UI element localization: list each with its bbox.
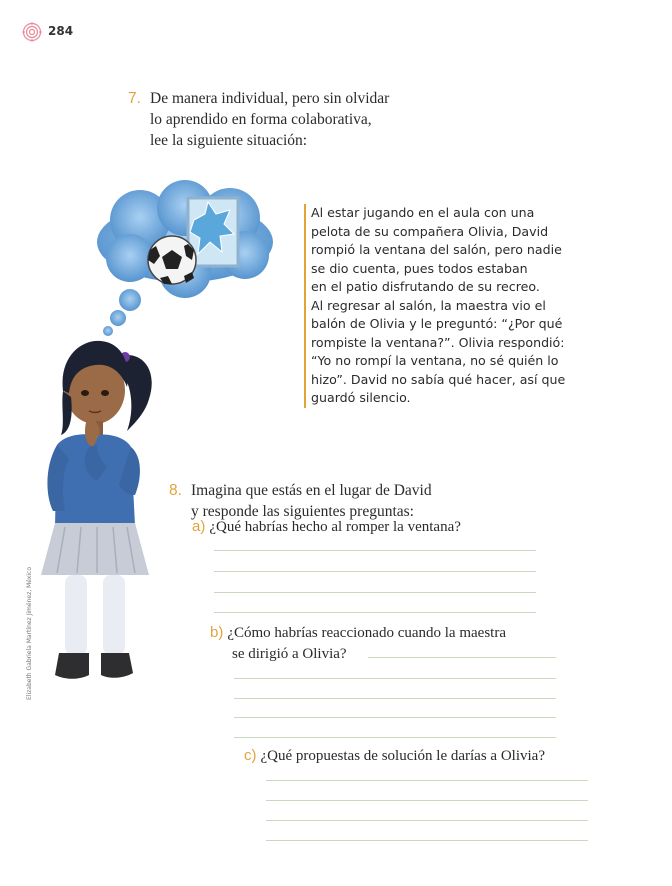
illustration-credit: Elizabeth Gabriela Martínez Jiménez, México bbox=[26, 567, 33, 700]
question-7-line: De manera individual, pero sin olvidar bbox=[150, 90, 390, 107]
answer-line-b[interactable] bbox=[368, 657, 556, 658]
soccer-ball-icon bbox=[148, 236, 196, 284]
subquestion-text: ¿Qué propuestas de solución le darías a Olivia? bbox=[260, 748, 545, 764]
girl-illustration bbox=[35, 335, 165, 690]
story-line: guardó silencio. bbox=[311, 390, 411, 405]
subquestion-c bbox=[244, 745, 644, 767]
answer-line-b[interactable] bbox=[234, 678, 556, 679]
story-text bbox=[304, 204, 601, 408]
answer-line-c[interactable] bbox=[266, 840, 588, 841]
answer-line-a[interactable] bbox=[214, 592, 536, 593]
answer-line-b[interactable] bbox=[234, 717, 556, 718]
answer-line-b[interactable] bbox=[234, 698, 556, 699]
subquestion-text: ¿Cómo habrías reaccionado cuando la maestra bbox=[227, 625, 506, 641]
question-8-line: y responde las siguientes preguntas: bbox=[191, 503, 414, 520]
story-line: hizo”. David no sabía qué hacer, así que bbox=[311, 371, 566, 387]
answer-line-a[interactable] bbox=[214, 571, 536, 572]
story-line: se dio cuenta, pues todos estaban bbox=[311, 260, 528, 276]
story-line: rompió la ventana del salón, pero nadie bbox=[311, 242, 562, 257]
subquestion-b bbox=[210, 622, 610, 665]
subquestion-letter: a) bbox=[192, 518, 206, 535]
question-8-number: 8. bbox=[169, 482, 182, 499]
rosette-icon bbox=[22, 22, 42, 42]
question-7-line: lee la siguiente situación: bbox=[150, 132, 308, 149]
story-line: “Yo no rompí la ventana, no sé quién lo bbox=[311, 353, 559, 368]
question-7-number: 7. bbox=[128, 90, 141, 107]
thought-cloud-illustration bbox=[90, 180, 280, 340]
subquestion-text: ¿Qué habrías hecho al romper la ventana? bbox=[209, 519, 461, 535]
answer-line-c[interactable] bbox=[266, 820, 588, 821]
page-number: 284 bbox=[48, 24, 74, 38]
subquestion-a bbox=[192, 516, 592, 538]
subquestion-letter: c) bbox=[244, 747, 257, 764]
question-7 bbox=[128, 88, 450, 151]
answer-line-b[interactable] bbox=[234, 737, 556, 738]
story-line: en el patio disfrutando de su recreo. bbox=[311, 279, 540, 294]
story-line: Al regresar al salón, la maestra vio el bbox=[311, 297, 546, 313]
question-8-line: Imagina que estás en el lugar de David bbox=[191, 482, 432, 499]
subquestion-letter: b) bbox=[210, 624, 224, 641]
subquestion-text: se dirigió a Olivia? bbox=[232, 646, 347, 662]
answer-line-c[interactable] bbox=[266, 780, 588, 781]
story-line: Al estar jugando en el aula con una bbox=[311, 205, 535, 220]
answer-line-c[interactable] bbox=[266, 800, 588, 801]
story-line: rompiste la ventana?”. Olivia respondió: bbox=[311, 334, 565, 350]
story-line: balón de Olivia y le preguntó: “¿Por qué bbox=[311, 316, 563, 331]
answer-line-a[interactable] bbox=[214, 612, 536, 613]
story-line: pelota de su compañera Olivia, David bbox=[311, 223, 549, 239]
answer-line-a[interactable] bbox=[214, 550, 536, 551]
question-7-line: lo aprendido en forma colaborativa, bbox=[150, 111, 372, 128]
